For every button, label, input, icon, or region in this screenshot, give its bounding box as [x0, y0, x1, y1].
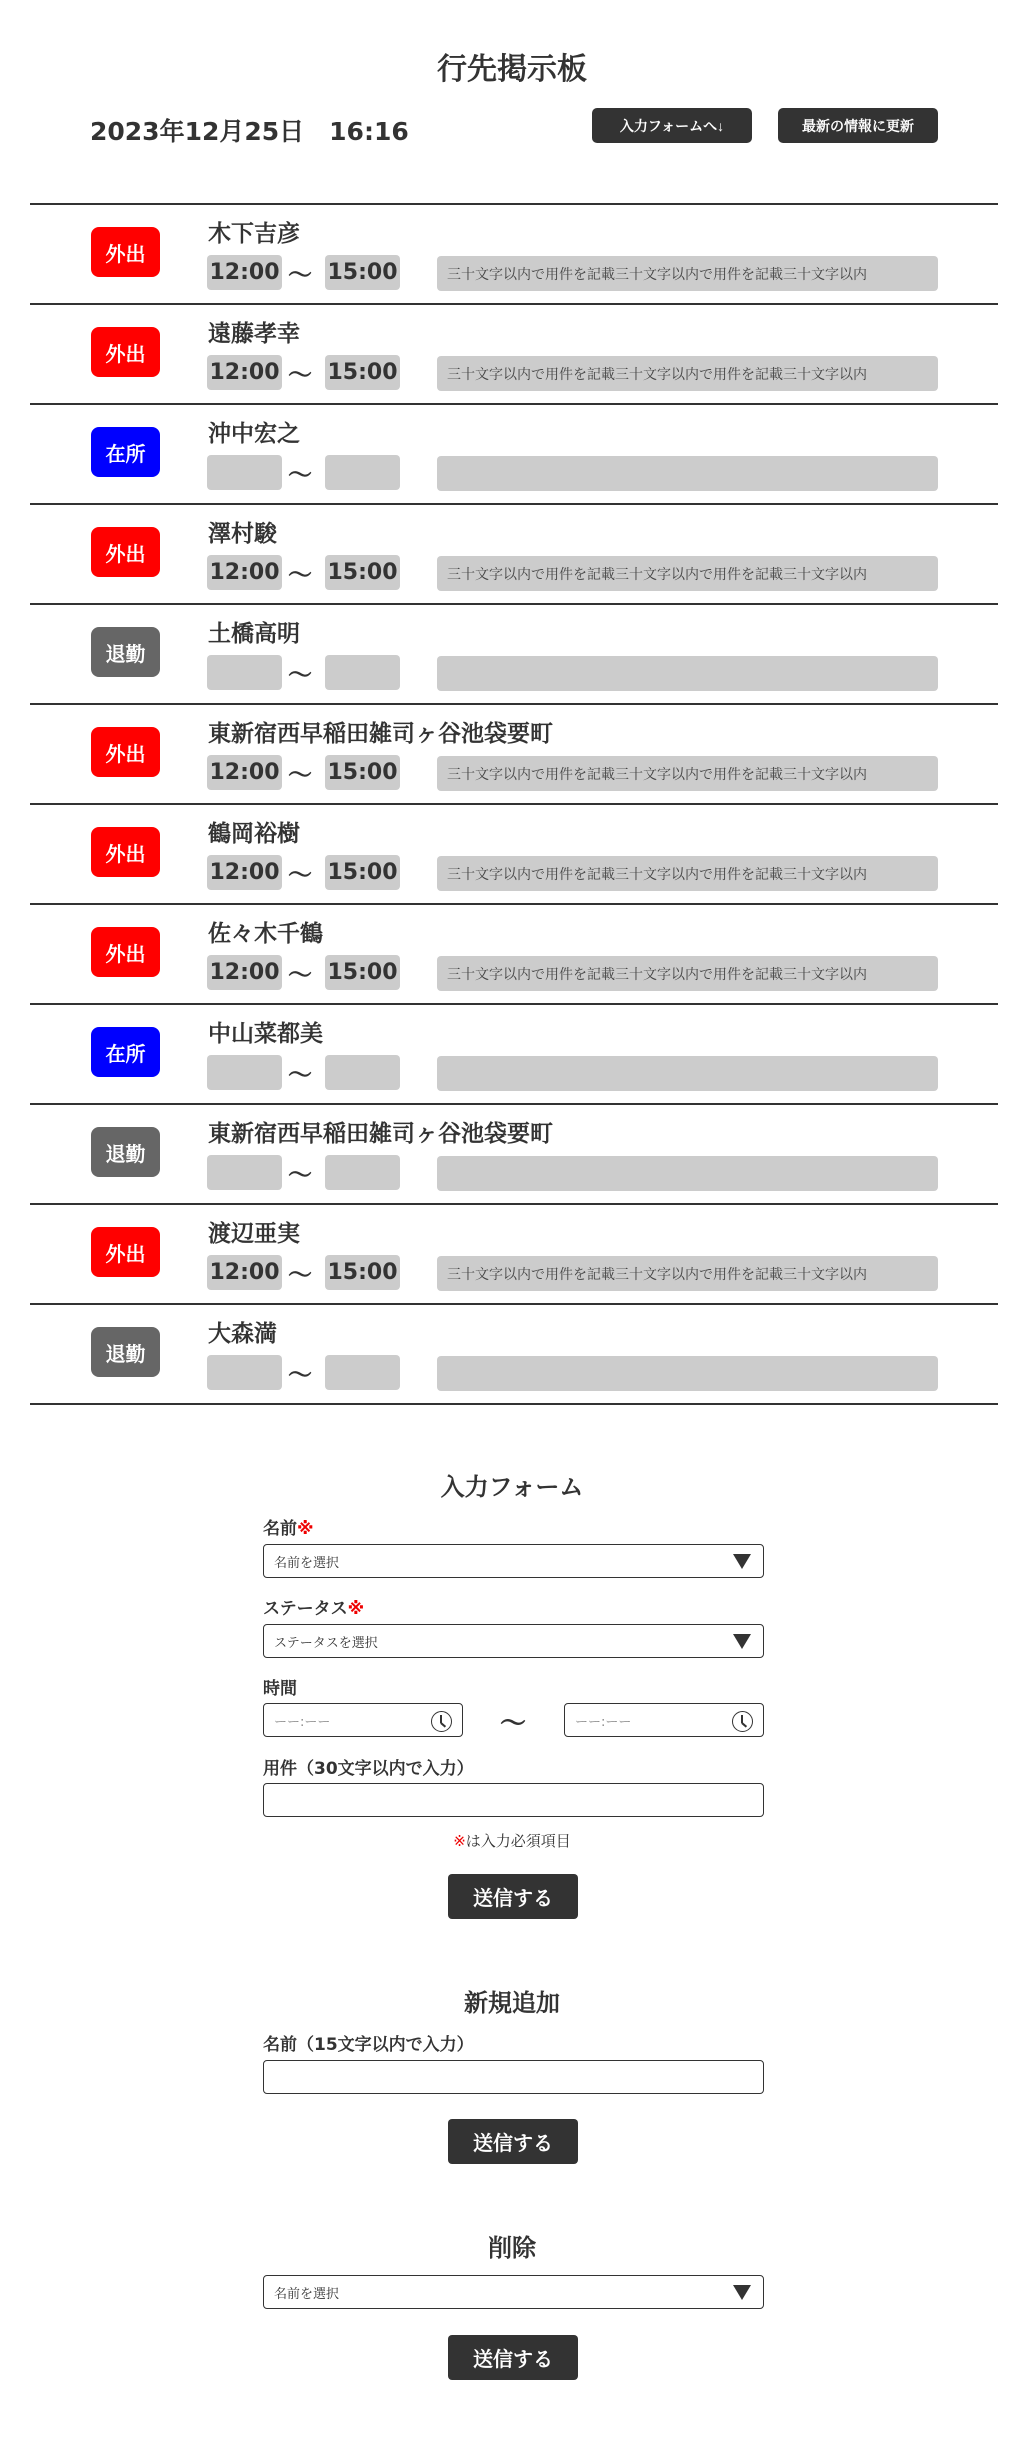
board-row: [30, 805, 998, 905]
time-from: [207, 1155, 282, 1190]
person-name: 土橋高明: [208, 621, 300, 647]
time-to: 15:00: [325, 855, 400, 890]
memo: 三十文字以内で用件を記載三十文字以内で用件を記載三十文字以内: [437, 556, 938, 591]
time-to-placeholder: ーー:ーー: [575, 1714, 632, 1730]
person-name: 澤村駿: [208, 521, 277, 547]
delete-submit-button[interactable]: 送信する: [448, 2335, 578, 2380]
board-row: [30, 905, 998, 1005]
time-to: 15:00: [325, 255, 400, 290]
time-from: 12:00: [207, 855, 282, 890]
status-badge: 在所: [91, 1027, 160, 1077]
time-to: [325, 1055, 400, 1090]
dropdown-arrow-icon: [733, 2285, 751, 2300]
refresh-button[interactable]: 最新の情報に更新: [778, 108, 938, 143]
status-select[interactable]: [263, 1624, 764, 1658]
memo-input[interactable]: [263, 1783, 764, 1817]
time-separator: 〜: [500, 1709, 527, 1739]
time-from: 12:00: [207, 1255, 282, 1290]
memo: [437, 1056, 938, 1091]
memo: 三十文字以内で用件を記載三十文字以内で用件を記載三十文字以内: [437, 256, 938, 291]
status-select-value: ステータスを選択: [274, 1635, 378, 1651]
status-badge: 外出: [91, 827, 160, 877]
time-to: [325, 1155, 400, 1190]
person-name: 鶴岡裕樹: [208, 821, 300, 847]
required-note-text: は入力必須項目: [465, 1832, 571, 1850]
required-mark: ※: [297, 1519, 314, 1539]
board-row: [30, 1005, 998, 1105]
board-row: [30, 1105, 998, 1205]
person-name: 東新宿西早稲田雑司ヶ谷池袋要町: [208, 1121, 553, 1147]
name-label: [263, 1514, 314, 1539]
person-name: 東新宿西早稲田雑司ヶ谷池袋要町: [208, 721, 553, 747]
add-form-title: 新規追加: [464, 1989, 560, 2017]
person-name: 木下吉彦: [208, 221, 300, 247]
time-separator: 〜: [288, 261, 312, 289]
memo: [437, 456, 938, 491]
time-to: 15:00: [325, 355, 400, 390]
time-from: [207, 455, 282, 490]
time-from: 12:00: [207, 555, 282, 590]
required-mark: ※: [453, 1832, 466, 1850]
to-input-form-button[interactable]: 入力フォームへ↓: [592, 108, 752, 143]
status-badge: 外出: [91, 727, 160, 777]
person-name: 大森満: [208, 1321, 277, 1347]
delete-select-value: 名前を選択: [274, 2286, 340, 2302]
add-name-input[interactable]: [263, 2060, 764, 2094]
time-to-input[interactable]: [564, 1703, 764, 1737]
memo: 三十文字以内で用件を記載三十文字以内で用件を記載三十文字以内: [437, 956, 938, 991]
time-separator: 〜: [288, 661, 312, 689]
time-separator: 〜: [288, 861, 312, 889]
time-from: 12:00: [207, 955, 282, 990]
board-row: [30, 505, 998, 605]
time-separator: 〜: [288, 361, 312, 389]
required-note: [0, 1830, 1024, 1851]
time-to: [325, 1355, 400, 1390]
time-from: 12:00: [207, 255, 282, 290]
memo: 三十文字以内で用件を記載三十文字以内で用件を記載三十文字以内: [437, 856, 938, 891]
required-mark: ※: [347, 1599, 365, 1619]
time-from: [207, 1055, 282, 1090]
time-from: 12:00: [207, 355, 282, 390]
page-title: 行先掲示板: [437, 52, 587, 87]
status-label-text: ステータス: [263, 1599, 348, 1619]
time-to: [325, 455, 400, 490]
status-badge: 外出: [91, 227, 160, 277]
memo: [437, 1156, 938, 1191]
board-row: [30, 1205, 998, 1305]
clock-icon[interactable]: [732, 1711, 753, 1732]
delete-form-title: 削除: [488, 2234, 536, 2262]
person-name: 遠藤孝幸: [208, 321, 300, 347]
name-select[interactable]: [263, 1544, 764, 1578]
current-datetime: 2023年12月25日 16:16: [90, 117, 409, 146]
time-separator: 〜: [288, 761, 312, 789]
input-form-title: 入力フォーム: [440, 1473, 584, 1501]
input-submit-button[interactable]: 送信する: [448, 1874, 578, 1919]
add-name-label: 名前（15文字以内で入力）: [263, 2035, 474, 2055]
person-name: 中山菜都美: [208, 1021, 323, 1047]
time-to: 15:00: [325, 555, 400, 590]
person-name: 渡辺亜実: [208, 1221, 300, 1247]
add-submit-button[interactable]: 送信する: [448, 2119, 578, 2164]
status-badge: 外出: [91, 927, 160, 977]
time-to: 15:00: [325, 1255, 400, 1290]
memo-label: 用件（30文字以内で入力）: [263, 1759, 474, 1779]
board-row: [30, 1305, 998, 1405]
time-to: 15:00: [325, 955, 400, 990]
memo: 三十文字以内で用件を記載三十文字以内で用件を記載三十文字以内: [437, 1256, 938, 1291]
time-from-input[interactable]: [263, 1703, 463, 1737]
time-separator: 〜: [288, 561, 312, 589]
time-from: [207, 655, 282, 690]
time-separator: 〜: [288, 1161, 312, 1189]
board-row: [30, 305, 998, 405]
dropdown-arrow-icon: [733, 1554, 751, 1569]
board-row: [30, 605, 998, 705]
board-row: [30, 705, 998, 805]
time-from-placeholder: ーー:ーー: [274, 1714, 331, 1730]
time-separator: 〜: [288, 461, 312, 489]
name-label-text: 名前: [263, 1519, 297, 1539]
time-to: [325, 655, 400, 690]
status-badge: 在所: [91, 427, 160, 477]
person-name: 佐々木千鶴: [208, 921, 323, 947]
clock-icon[interactable]: [431, 1711, 452, 1732]
delete-name-select[interactable]: [263, 2275, 764, 2309]
time-separator: 〜: [288, 1261, 312, 1289]
status-badge: 外出: [91, 527, 160, 577]
status-badge: 外出: [91, 327, 160, 377]
status-badge: 退勤: [91, 1127, 160, 1177]
memo: [437, 656, 938, 691]
board-row: [30, 205, 998, 305]
name-select-value: 名前を選択: [274, 1555, 340, 1571]
memo: 三十文字以内で用件を記載三十文字以内で用件を記載三十文字以内: [437, 756, 938, 791]
time-from: [207, 1355, 282, 1390]
board-row: [30, 405, 998, 505]
time-separator: 〜: [288, 1361, 312, 1389]
status-badge: 外出: [91, 1227, 160, 1277]
time-from: 12:00: [207, 755, 282, 790]
time-label: 時間: [263, 1679, 297, 1699]
dropdown-arrow-icon: [733, 1634, 751, 1649]
time-separator: 〜: [288, 1061, 312, 1089]
person-name: 沖中宏之: [208, 421, 300, 447]
memo: [437, 1356, 938, 1391]
status-badge: 退勤: [91, 1327, 160, 1377]
status-badge: 退勤: [91, 627, 160, 677]
time-separator: 〜: [288, 961, 312, 989]
memo: 三十文字以内で用件を記載三十文字以内で用件を記載三十文字以内: [437, 356, 938, 391]
status-board: [30, 203, 998, 1405]
time-to: 15:00: [325, 755, 400, 790]
status-label: [263, 1594, 364, 1619]
